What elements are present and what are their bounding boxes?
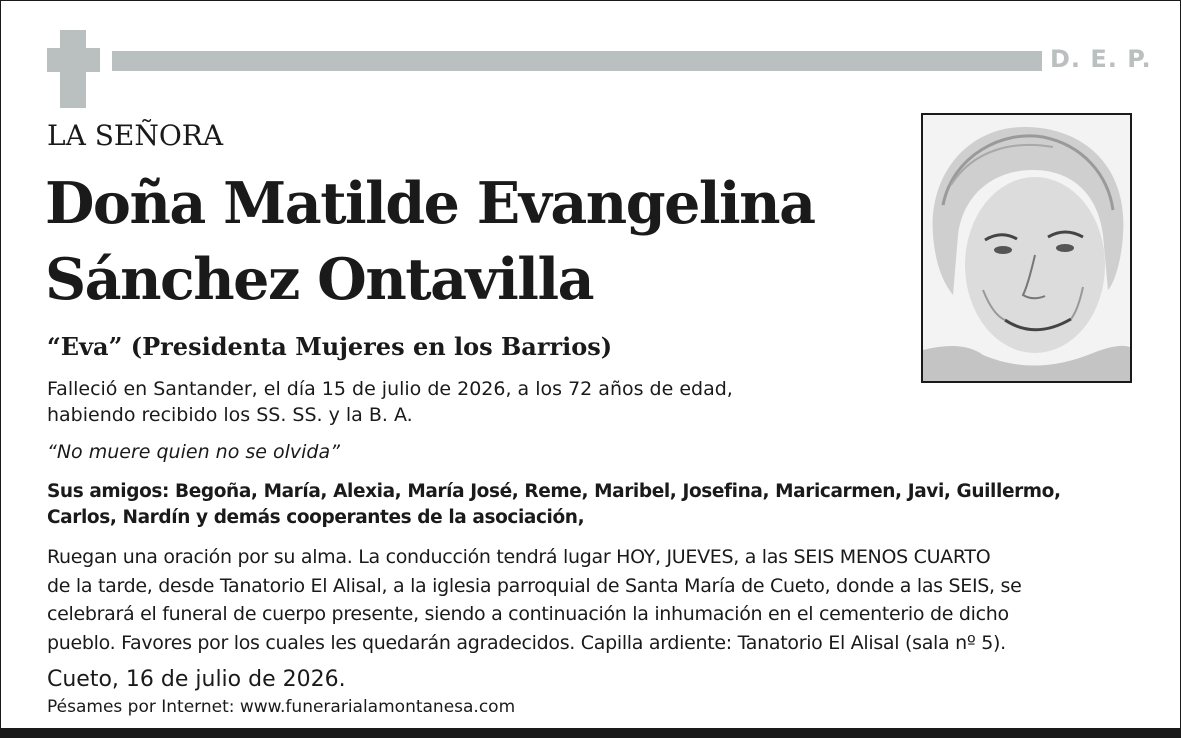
funeral-details	[47, 543, 1022, 657]
death-line2: habiendo recibido los SS. SS. y la B. A.	[47, 404, 413, 426]
place-date: Cueto, 16 de julio de 2026.	[47, 667, 346, 692]
death-statement	[47, 376, 733, 428]
friends-list	[47, 479, 1061, 531]
header-rule	[112, 51, 1042, 71]
friends-line1: Sus amigos: Begoña, María, Alexia, María José, Reme, Maribel, Josefina, Maricarmen, Javi, Guillermo,	[47, 481, 1061, 502]
portrait-photo	[921, 113, 1132, 383]
cross-icon-arm	[47, 48, 100, 72]
deceased-name-line1: Doña Matilde Evangelina	[45, 170, 815, 237]
title-prefix: LA SEÑORA	[47, 119, 224, 152]
prayer-line4: pueblo. Favores por los cuales les quedarán agradecidos. Capilla ardiente: Tanatorio El Alisal (sala nº 5).	[47, 631, 1006, 654]
dep-label: D. E. P.	[1050, 45, 1152, 73]
prayer-line3: celebrará el funeral de cuerpo presente, siendo a continuación la inhumación en el cementerio de dicho	[47, 603, 1009, 625]
memorial-quote: “No muere quien no se olvida”	[47, 441, 340, 463]
deceased-name	[45, 166, 815, 318]
nickname: “Eva” (Presidenta Mujeres en los Barrios)	[47, 332, 613, 361]
friends-line2: Carlos, Nardín y demás cooperantes de la asociación,	[47, 507, 585, 528]
deceased-name-line2: Sánchez Ontavilla	[45, 246, 594, 313]
prayer-line1: Ruegan una oración por su alma. La conducción tendrá lugar HOY, JUEVES, a las SEIS MENOS CUARTO	[47, 546, 991, 568]
death-line1: Falleció en Santander, el día 15 de julio de 2026, a los 72 años de edad,	[47, 378, 733, 400]
condolences-link[interactable]: Pésames por Internet: www.funerarialamontanesa.com	[47, 697, 516, 717]
bottom-rule	[0, 728, 1181, 738]
prayer-line2: de la tarde, desde Tanatorio El Alisal, a la iglesia parroquial de Santa María de Cueto, donde a las SEIS, se	[47, 574, 1022, 597]
